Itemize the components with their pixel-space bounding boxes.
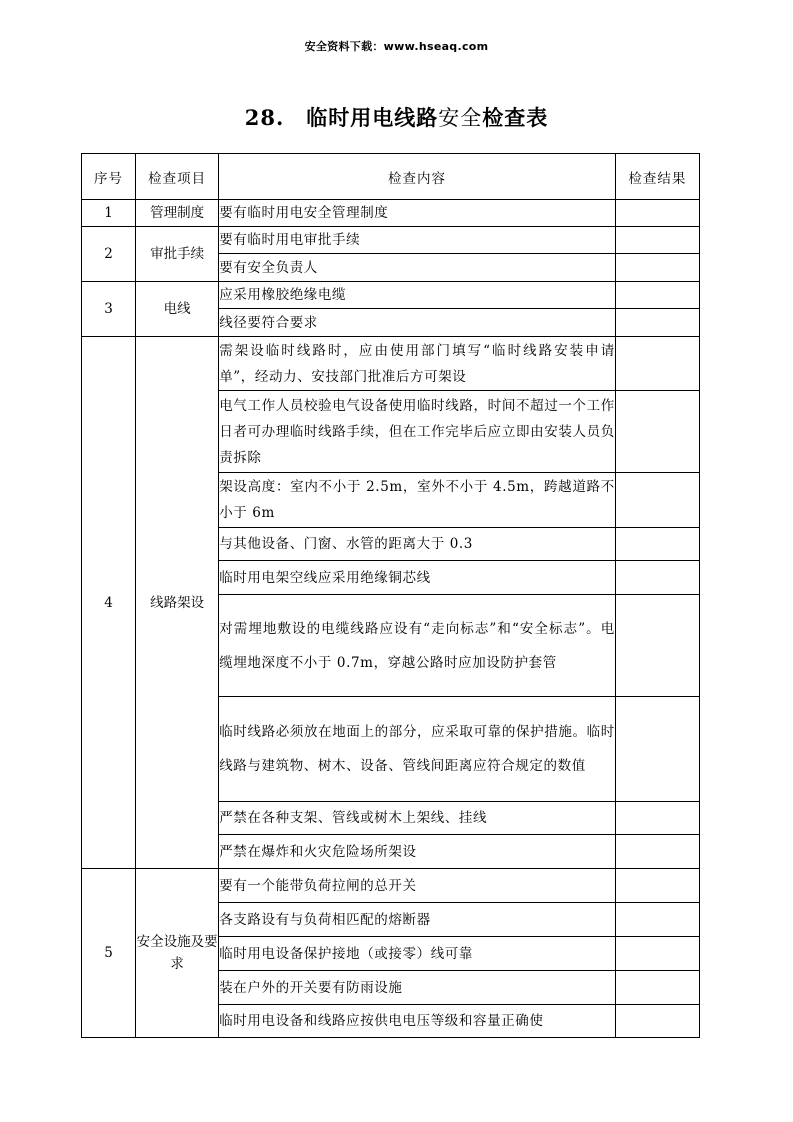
column-header-result: 检查结果 bbox=[615, 154, 699, 200]
check-content: 电气工作人员校验电气设备使用临时线路，时间不超过一个工作日者可办理临时线路手续，但在工作完毕后应立即由安装人员负责拆除 bbox=[219, 391, 616, 473]
check-result-cell[interactable] bbox=[615, 200, 699, 227]
check-content: 临时用电设备保护接地（或接零）线可靠 bbox=[219, 937, 616, 971]
check-result-cell[interactable] bbox=[615, 971, 699, 1005]
document-title bbox=[0, 102, 793, 132]
check-content: 对需埋地敷设的电缆线路应设有“走向标志”和“安全标志”。电缆埋地深度不小于 0.7m，穿越公路时应加设防护套管 bbox=[219, 595, 616, 697]
table-row bbox=[82, 337, 700, 391]
group-number: 2 bbox=[82, 227, 136, 282]
check-content: 要有临时用电审批手续 bbox=[219, 227, 616, 254]
table-row bbox=[82, 227, 700, 254]
check-result-cell[interactable] bbox=[615, 337, 699, 391]
check-content: 与其他设备、门窗、水管的距离大于 0.3 bbox=[219, 528, 616, 561]
group-number: 3 bbox=[82, 282, 136, 337]
table-row bbox=[82, 282, 700, 309]
check-result-cell[interactable] bbox=[615, 903, 699, 937]
check-result-cell[interactable] bbox=[615, 561, 699, 595]
check-result-cell[interactable] bbox=[615, 835, 699, 869]
check-content: 要有安全负责人 bbox=[219, 254, 616, 282]
check-item: 电线 bbox=[136, 282, 219, 337]
check-result-cell[interactable] bbox=[615, 309, 699, 337]
group-number: 1 bbox=[82, 200, 136, 227]
group-number: 4 bbox=[82, 337, 136, 869]
check-content: 装在户外的开关要有防雨设施 bbox=[219, 971, 616, 1005]
check-result-cell[interactable] bbox=[615, 1005, 699, 1038]
check-result-cell[interactable] bbox=[615, 473, 699, 528]
check-content: 临时线路必须放在地面上的部分，应采取可靠的保护措施。临时线路与建筑物、树木、设备、管线间距离应符合规定的数值 bbox=[219, 697, 616, 802]
title-part-3: 检查表 bbox=[482, 105, 549, 130]
check-content: 严禁在爆炸和火灾危险场所架设 bbox=[219, 835, 616, 869]
table-header-row bbox=[82, 154, 700, 200]
check-content: 需架设临时线路时，应由使用部门填写“临时线路安装申请单”，经动力、安技部门批准后方可架设 bbox=[219, 337, 616, 391]
check-content: 线径要符合要求 bbox=[219, 309, 616, 337]
group-number: 5 bbox=[82, 869, 136, 1038]
check-content: 架设高度：室内不小于 2.5m，室外不小于 4.5m，跨越道路不小于 6m bbox=[219, 473, 616, 528]
check-content: 各支路设有与负荷相匹配的熔断器 bbox=[219, 903, 616, 937]
check-result-cell[interactable] bbox=[615, 937, 699, 971]
check-content: 要有临时用电安全管理制度 bbox=[219, 200, 616, 227]
check-result-cell[interactable] bbox=[615, 595, 699, 697]
title-part-1: 临时用电线路 bbox=[306, 105, 439, 130]
check-result-cell[interactable] bbox=[615, 869, 699, 903]
column-header-item: 检查项目 bbox=[136, 154, 219, 200]
check-item: 管理制度 bbox=[136, 200, 219, 227]
check-content: 临时用电架空线应采用绝缘铜芯线 bbox=[219, 561, 616, 595]
check-result-cell[interactable] bbox=[615, 802, 699, 835]
title-number: 28. bbox=[244, 105, 285, 130]
check-result-cell[interactable] bbox=[615, 282, 699, 309]
check-result-cell[interactable] bbox=[615, 254, 699, 282]
check-content: 严禁在各种支架、管线或树木上架线、挂线 bbox=[219, 802, 616, 835]
check-content: 要有一个能带负荷拉闸的总开关 bbox=[219, 869, 616, 903]
table-row bbox=[82, 869, 700, 903]
column-header-content: 检查内容 bbox=[219, 154, 616, 200]
check-content: 临时用电设备和线路应按供电电压等级和容量正确使 bbox=[219, 1005, 616, 1038]
inspection-table bbox=[81, 153, 700, 1038]
check-result-cell[interactable] bbox=[615, 227, 699, 254]
page-header: 安全资料下载：www.hseaq.com bbox=[304, 40, 489, 53]
check-result-cell[interactable] bbox=[615, 391, 699, 473]
check-item: 审批手续 bbox=[136, 227, 219, 282]
check-item: 线路架设 bbox=[136, 337, 219, 869]
check-item: 安全设施及要求 bbox=[136, 869, 219, 1038]
table-row bbox=[82, 200, 700, 227]
check-content: 应采用橡胶绝缘电缆 bbox=[219, 282, 616, 309]
column-header-no: 序号 bbox=[82, 154, 136, 200]
title-part-2: 安全 bbox=[438, 106, 483, 130]
check-result-cell[interactable] bbox=[615, 697, 699, 802]
check-result-cell[interactable] bbox=[615, 528, 699, 561]
